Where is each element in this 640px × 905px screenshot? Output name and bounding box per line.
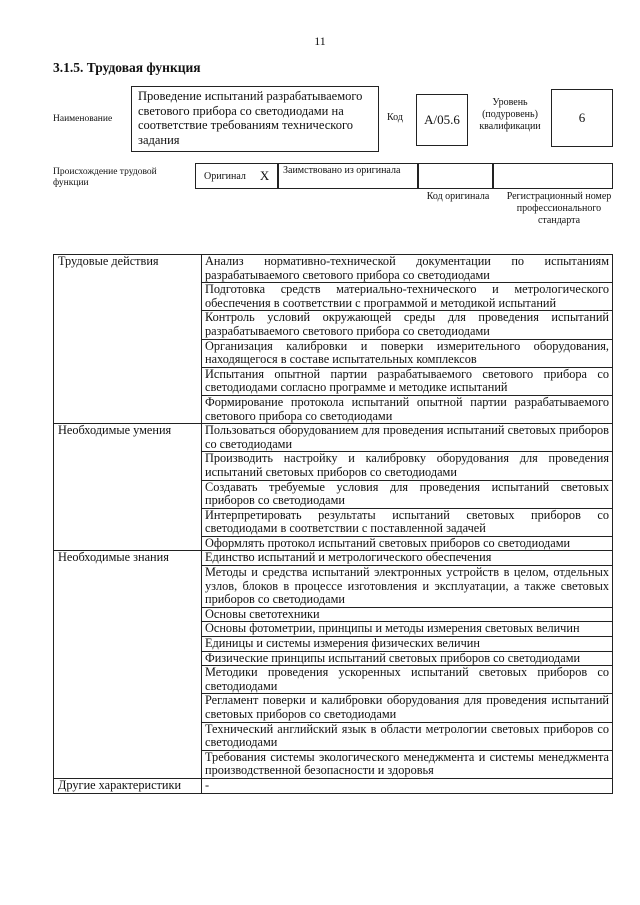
table-cell: Организация калибровки и поверки измерительного оборудования, находящегося в составе испытательных комплексов <box>202 339 613 367</box>
table-row <box>54 424 613 452</box>
table-row <box>54 778 613 793</box>
table-cell: Единицы и системы измерения физических величин <box>202 637 613 652</box>
borrowed-cell: Заимствовано из оригинала <box>278 163 418 189</box>
registration-number-cell <box>493 163 613 189</box>
origin-label: Происхождение трудовой функции <box>53 167 157 188</box>
section-title: 3.1.5. Трудовая функция <box>53 60 201 75</box>
function-details-table <box>53 254 613 794</box>
original-cell <box>195 163 278 189</box>
qualification-level-box: 6 <box>551 89 613 147</box>
original-code-caption: Код оригинала <box>426 191 490 202</box>
table-cell: Основы светотехники <box>202 607 613 622</box>
table-row <box>54 255 613 283</box>
table-cell: Требования системы экологического менеджмента и системы менеджмента производственной безопасности и здоровья <box>202 750 613 778</box>
origin-row <box>195 163 613 189</box>
table-cell: Формирование протокола испытаний опытной партии разрабатываемого светового прибора со светодиодами <box>202 395 613 423</box>
table-cell: Физические принципы испытаний световых приборов со светодиодами <box>202 651 613 666</box>
table-row <box>54 551 613 566</box>
table-cell: Контроль условий окружающей среды для проведения испытаний разрабатываемого светового прибора со светодиодами <box>202 311 613 339</box>
section-heading: Другие характеристики <box>54 778 202 793</box>
section-heading: Необходимые знания <box>54 551 202 779</box>
page-number: 11 <box>314 34 326 48</box>
table-cell: Методы и средства испытаний электронных устройств в целом, отдельных узлов, блоков в процессе изготовления и эксплуатации, а также световых приборов со светодиодами <box>202 566 613 608</box>
registration-number-caption: Регистрационный номер профессионального стандарта <box>506 191 612 226</box>
function-name-box: Проведение испытаний разрабатываемого светового прибора со светодиодами на соответствие требованиям технического задания <box>131 86 379 152</box>
table-cell: Анализ нормативно-технической документации по испытаниям разрабатываемого светового прибора со светодиодами <box>202 255 613 283</box>
code-label: Код <box>387 112 403 123</box>
table-cell: Создавать требуемые условия для проведения испытаний световых приборов со светодиодами <box>202 480 613 508</box>
table-cell: Единство испытаний и метрологического обеспечения <box>202 551 613 566</box>
table-cell: Интерпретировать результаты испытаний световых приборов со светодиодами в соответствии с поставленной задачей <box>202 508 613 536</box>
table-cell: Основы фотометрии, принципы и методы измерения световых величин <box>202 622 613 637</box>
table-cell: Испытания опытной партии разрабатываемого светового прибора со светодиодами согласно программе и методике испытаний <box>202 367 613 395</box>
table-cell: Подготовка средств материально-технического и метрологического обеспечения в соответствии с программой и методикой испытаний <box>202 283 613 311</box>
table-cell: Технический английский язык в области метрологии световых приборов со светодиодами <box>202 722 613 750</box>
section-heading: Трудовые действия <box>54 255 202 424</box>
table-cell: - <box>202 778 613 793</box>
code-value-box: А/05.6 <box>416 94 468 146</box>
section-heading: Необходимые умения <box>54 424 202 551</box>
table-cell: Регламент поверки и калибровки оборудования для проведения испытаний световых приборов со светодиодами <box>202 694 613 722</box>
original-mark: Х <box>259 168 270 183</box>
original-code-cell <box>418 163 493 189</box>
table-cell: Пользоваться оборудованием для проведения испытаний световых приборов со светодиодами <box>202 424 613 452</box>
table-cell: Методики проведения ускоренных испытаний световых приборов со светодиодами <box>202 666 613 694</box>
qualification-level-label: Уровень (подуровень) квалификации <box>479 97 541 132</box>
table-cell: Производить настройку и калибровку оборудования для проведения испытаний световых приборов со светодиодами <box>202 452 613 480</box>
name-label: Наименование <box>53 114 113 124</box>
table-cell: Оформлять протокол испытаний световых приборов со светодиодами <box>202 536 613 551</box>
original-label: Оригинал <box>204 170 246 182</box>
